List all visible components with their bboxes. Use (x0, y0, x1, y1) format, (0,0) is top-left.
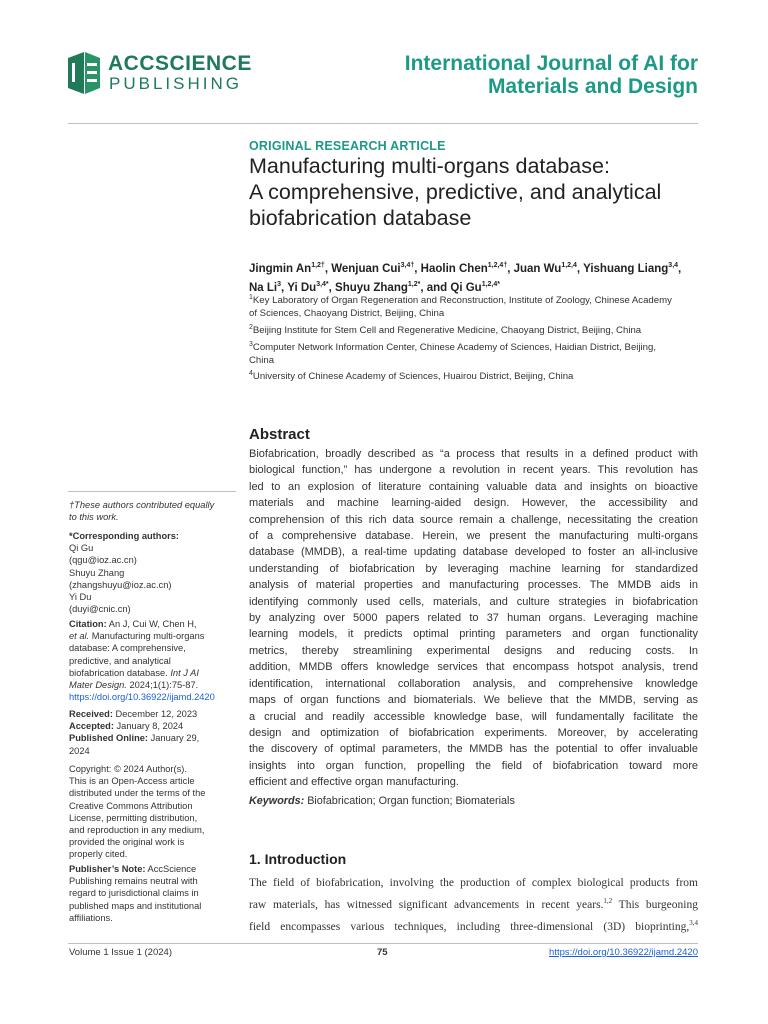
author-name: Na Li (249, 281, 278, 294)
author-name: Yi Du (287, 281, 317, 294)
citation-sup: 3,4 (689, 918, 698, 927)
journal-title-line2: Materials and Design (487, 75, 698, 98)
sidebar-line: affiliations. (69, 912, 113, 923)
author-list (249, 258, 704, 296)
abstract-line: identifying commonly used cells, materials, and culture strategies in biofabrication (249, 595, 698, 608)
abstract-line: of a comprehensive database. Herein, we present the manufacturing multi-organs (249, 530, 698, 543)
abstract-line: analysis of material properties and manufacturing processes. The MMDB aids in (249, 579, 698, 592)
abstract-line: metrics, thereby streamlining experimental designs and reducing costs. In (249, 644, 698, 657)
sidebar-line: properly cited. (69, 849, 128, 860)
abstract-line: led to an explosion of literature containing valuable data and insights on bioactive (249, 480, 698, 493)
author-name: Jingmin An (249, 262, 312, 275)
affiliation-num: 1 (249, 294, 253, 301)
abstract-line: biological function,” has undergone a revolution in recent years. This revolution has (249, 464, 698, 477)
affiliation-text: Key Laboratory of Organ Regeneration and Reconstruction, Institute of Zoology, Chinese Academy (252, 295, 672, 307)
affiliation-text: Beijing Institute for Stem Cell and Regenerative Medicine, Chaoyang District, Beijing, China (252, 325, 642, 337)
author-sup: 3,4 (668, 262, 679, 269)
journal-title (405, 52, 698, 98)
abstract-line: the discovery of optimal parameters, the MMDB has the potential to offer invaluable (249, 743, 698, 756)
footer-volume: Volume 1 Issue 1 (2024) (69, 947, 172, 958)
intro-text: field encompasses various techniques, including three-dimensional (3D) bioprinting, (249, 920, 690, 933)
intro-line (249, 914, 698, 936)
affiliation-3 (249, 339, 704, 367)
author-name: Juan Wu (513, 262, 562, 275)
publisher-name-line1: ACCSCIENCE (108, 52, 252, 75)
page-number: 75 (377, 947, 388, 958)
author-sup: 3,4* (316, 280, 329, 288)
journal-title-line1: International Journal of AI for (404, 52, 698, 75)
abstract-line: understanding of biofabrication by leveraging machine learning for standardized (249, 562, 698, 575)
sidebar-line: Copyright: © 2024 Author(s). (69, 764, 187, 774)
author-name: Wenjuan Cui (331, 262, 401, 275)
affiliation-num: 4 (249, 370, 253, 377)
intro-line (249, 892, 698, 914)
intro-line: The field of biofabrication, involving the production of complex biological products from (249, 877, 698, 889)
abstract-line: addition, MMDB offers knowledge services that encompass hotspot analysis, trend (249, 661, 698, 674)
keywords-value: Biofabrication; Organ function; Biomaterials (307, 795, 515, 807)
sidebar-line: and reproduction in any medium, (69, 825, 205, 836)
sidebar-line: Creative Commons Attribution (69, 800, 193, 811)
sidebar-line: (duyi@cnic.cn) (69, 604, 131, 615)
sidebar-line: †These authors contributed equally (69, 500, 215, 510)
sidebar-text: Manufacturing multi-organs (89, 631, 205, 642)
sidebar-line: regard to jurisdictional claims in (69, 888, 199, 899)
abstract-heading: Abstract (249, 426, 310, 443)
author-name: Shuyu Zhang (335, 281, 408, 294)
author-name: Haolin Chen (420, 262, 488, 275)
sidebar-line: License, permitting distribution, (69, 812, 198, 823)
abstract-line: comprehension of this rich data source remain a challenge, necessitating the creation (249, 513, 698, 526)
sidebar-text: biofabrication database. (69, 667, 171, 678)
sidebar-text: AccScience (145, 864, 197, 874)
citation-label: Citation: (69, 619, 107, 629)
affiliation-text: University of Chinese Academy of Sciences, Huairou District, Beijing, China (252, 371, 574, 383)
sidebar-text: Int J AI (170, 667, 199, 678)
sidebar-text: Mater Design. (69, 680, 127, 691)
received-label: Received: (69, 709, 113, 719)
sidebar-line: provided the original work is (69, 837, 185, 848)
publisher-logo-icon (68, 50, 100, 96)
abstract-line: by analyzing over 5000 papers related to 37 human organs. Leveraging machine (249, 612, 698, 625)
sidebar-line: database: A comprehensive, (69, 643, 186, 654)
abstract-line: learning models, it predicts optimal printing parameters and organ functionality (249, 628, 698, 641)
keywords-label: Keywords: (249, 795, 305, 807)
contribution-note (69, 499, 239, 523)
publisher-name-line2: PUBLISHING (109, 74, 242, 93)
footer-divider (68, 943, 698, 944)
published-label: Published Online: (69, 733, 149, 744)
affiliation-4 (249, 368, 704, 384)
abstract-line: materials and machine learning-aided design. However, the accessibility and (249, 497, 698, 510)
author-line-2: Na Li$^3$, Yi $Du^{3,4*}$, Shuyu Zhang$^{1,2*}$, and Qi $Gu^{1,2,4*}$ (249, 280, 500, 294)
abstract-line: identification, international collaboration analysis, and comprehensive knowledge (249, 677, 698, 690)
dates-block (69, 708, 239, 757)
sidebar-line: to this work. (69, 512, 119, 523)
abstract-line: efficient and effective organ manufacturing. (249, 776, 459, 789)
citation-doi-link[interactable]: https://doi.org/10.36922/ijamd.2420 (69, 692, 215, 703)
abstract-line: a crucial and readily accessible knowledge base, will fundamentally facilitate the (249, 710, 698, 723)
abstract-line: database (MMDB), a real-time updating database developed to foster an all-inclusive (249, 546, 698, 559)
author-line-1: Jingmin $An^{1,2\dagger}$, Wenjuan Cui$^{3,4\dagger}$, Haolin Chen$^{1,2,4\dagger}$, Juan Wu$^{1,2,4}$, Yishuang Liang$^{3,4}$, (249, 262, 682, 275)
affiliation-num: 3 (249, 341, 253, 348)
received-date: December 12, 2023 (112, 709, 198, 719)
publisher-note (69, 863, 239, 924)
introduction-body (249, 874, 698, 936)
sidebar-line: distributed under the terms of the (69, 788, 206, 799)
affiliation-text: China (249, 354, 275, 366)
citation-block (69, 618, 239, 703)
abstract-line: design and optimization of biofabrication experiments. Moreover, by accelerating (249, 726, 698, 739)
sidebar-line: (zhangshuyu@ioz.ac.cn) (69, 579, 172, 590)
sidebar-line: published maps and institutional (69, 900, 202, 911)
author-sup: 1,2,4* (481, 280, 500, 288)
sidebar-line: This is an Open-Access article (69, 776, 195, 787)
abstract-line: insights into organ function, propelling the field of biofabrication toward more (249, 759, 698, 772)
author-name: and Qi Gu (426, 281, 482, 294)
author-sup: 1,2† (311, 262, 325, 269)
author-sup: 3,4† (400, 262, 415, 269)
author-sup: 1,2,4 (561, 262, 577, 269)
corresponding-label: *Corresponding authors: (69, 531, 180, 541)
footer-doi-link[interactable]: https://doi.org/10.36922/ijamd.2420 (549, 947, 698, 958)
header-divider (68, 123, 698, 124)
published-year: 2024 (69, 745, 90, 756)
title-line: A comprehensive, predictive, and analytical (249, 180, 662, 204)
publisher-note-label: Publisher’s Note: (69, 864, 146, 874)
corresponding-authors (69, 530, 239, 615)
affiliation-1 (249, 292, 704, 320)
sidebar-text: An J, Cui W, Chen H, (106, 619, 197, 629)
sidebar-line: Publishing remains neutral with (69, 876, 198, 887)
article-type: ORIGINAL RESEARCH ARTICLE (249, 139, 446, 153)
intro-text: This burgeoning (612, 898, 698, 911)
affiliation-text: of Sciences, Chaoyang District, Beijing, China (249, 307, 445, 319)
sidebar-text: et al. (69, 631, 90, 642)
publisher-logo (68, 50, 252, 96)
author-sup: 1,2* (407, 280, 421, 288)
title-line: Manufacturing multi-organs database: (249, 154, 610, 178)
abstract-line: Biofabrication, broadly described as “a process that results in a defined product with (249, 448, 698, 460)
sidebar-divider (68, 491, 236, 492)
sidebar-text: 2024;1(1):75-87. (126, 680, 199, 691)
article-title (249, 153, 709, 231)
sidebar-line: Qi Gu (69, 543, 94, 554)
affiliation-num: 2 (249, 324, 253, 331)
intro-text: raw materials, has witnessed significant advancements in recent years. (249, 898, 604, 911)
sidebar-line: predictive, and analytical (69, 655, 171, 666)
abstract-line: maps of organ functions and biomaterials. We believe that the MMDB, serving as (249, 694, 698, 707)
copyright-block (69, 763, 239, 861)
sidebar-line: (qgu@ioz.ac.cn) (69, 555, 137, 566)
author-name: Yishuang Liang (583, 262, 669, 275)
sidebar-line: Shuyu Zhang (69, 567, 125, 578)
keywords (249, 795, 515, 807)
title-line: biofabrication database (249, 206, 472, 230)
abstract-body (249, 446, 698, 791)
author-sup: 1,2,4† (487, 262, 508, 269)
affiliation-2 (249, 322, 704, 338)
introduction-heading: 1. Introduction (249, 851, 347, 867)
accepted-label: Accepted: (69, 721, 114, 732)
published-date: January 29, (148, 733, 200, 744)
author-sup: 3 (277, 280, 282, 288)
sidebar-line: Yi Du (69, 592, 92, 603)
affiliation-text: Computer Network Information Center, Chinese Academy of Sciences, Haidian District, Beijing, (252, 342, 657, 354)
accepted-date: January 8, 2024 (113, 721, 184, 732)
citation-sup: 1,2 (603, 897, 613, 905)
